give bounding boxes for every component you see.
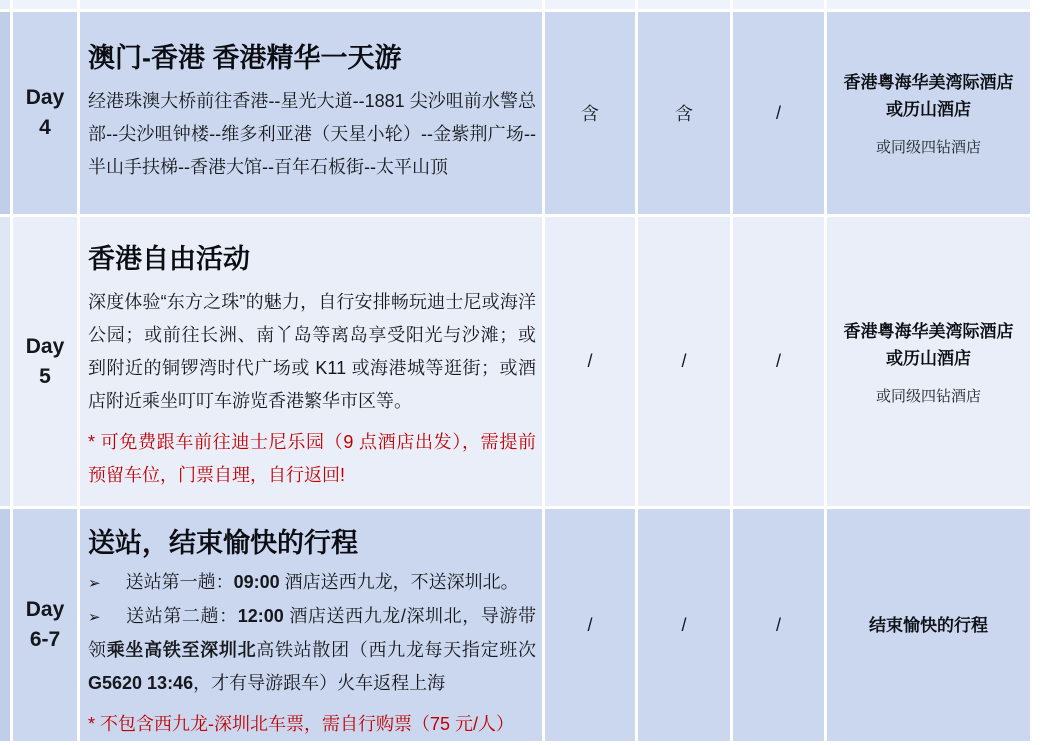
meal-column-cell — [733, 0, 824, 9]
day-word: Day — [25, 598, 65, 621]
previous-row-edge — [0, 0, 1040, 9]
description-paragraph — [88, 566, 536, 600]
day-6-7-row — [0, 509, 1040, 741]
bold-text-run: G5620 13:46 — [88, 673, 194, 693]
hotel-cell — [827, 217, 1030, 506]
lunch-cell: / — [638, 509, 730, 741]
hotel-name: 或历山酒店 — [886, 100, 971, 119]
red-note — [88, 708, 536, 741]
text-run: * 可免费跟车前往迪士尼乐园（9 点酒店出发），需提前预留车位，门票自理，自行返回! — [88, 432, 536, 485]
text-run: 深度体验“东方之珠”的魅力，自行安排畅玩迪士尼或海洋公园；或前往长洲、南丫岛等离岛享受阳光与沙滩；或到附近的铜锣湾时代广场或 K11 或海港城等逛街；或酒店附近乘坐叮叮车游览香港繁华市区等。 — [88, 292, 536, 411]
hotel-note: 或同级四钻酒店 — [875, 387, 981, 405]
text-run: * 不包含西九龙-深圳北车票，需自行购票（75 元/人） — [88, 714, 515, 734]
day-4-row — [0, 12, 1040, 214]
day-word: Day — [25, 86, 65, 109]
day-number: 6-7 — [29, 628, 61, 651]
text-run: 酒店送西九龙，不送深圳北。 — [279, 572, 519, 592]
itinerary-title: 澳门-香港 香港精华一天游 — [88, 43, 402, 73]
text-run: 经港珠澳大桥前往香港--星光大道--1881 尖沙咀前水警总部--尖沙咀钟楼--维多利亚港（天星小轮）--金紫荆广场--半山手扶梯--香港大馆--百年石板街--太平山顶 — [88, 91, 536, 177]
day-number: 4 — [39, 116, 51, 139]
hotel-cell — [827, 509, 1030, 741]
arrow-bullet-icon: ➢ — [88, 609, 101, 626]
bold-text-run: 乘坐高铁至深圳北 — [106, 640, 257, 660]
left-edge-cell — [0, 217, 10, 506]
lunch-cell: / — [638, 217, 730, 506]
day-column-cell — [13, 0, 77, 9]
left-edge-cell — [0, 0, 10, 9]
description-paragraph — [88, 85, 536, 184]
text-run: ，才有导游跟车）火车返程上海 — [193, 673, 446, 693]
dinner-cell: / — [733, 12, 824, 214]
meal-column-cell — [545, 0, 635, 9]
day-label — [13, 217, 77, 506]
text-run: 高铁站散团（西九龙每天指定班次 — [256, 640, 537, 660]
text-run: 送站第二趟： — [125, 606, 238, 626]
hotel-name: 结束愉快的行程 — [869, 615, 988, 635]
description-paragraph — [88, 600, 536, 700]
left-edge-cell — [0, 509, 10, 741]
hotel-cell — [827, 12, 1030, 214]
meal-column-cell — [638, 0, 730, 9]
description-paragraph — [88, 286, 536, 418]
day-label — [13, 509, 77, 741]
day-5-row — [0, 217, 1040, 506]
itinerary-paragraphs — [88, 566, 536, 741]
left-edge-cell — [0, 12, 10, 214]
hotel-name: 香港粤海华美湾际酒店 — [843, 321, 1014, 341]
day-number: 5 — [39, 364, 51, 388]
hotel-name: 香港粤海华美湾际酒店 — [843, 73, 1014, 92]
hotel-name: 或历山酒店 — [886, 348, 971, 368]
breakfast-cell: / — [545, 509, 635, 741]
day-word: Day — [25, 334, 65, 358]
itinerary-description-cell — [80, 509, 542, 741]
itinerary-description-cell — [80, 217, 542, 506]
bold-text-run: 12:00 — [237, 606, 284, 626]
hotel-note: 或同级四钻酒店 — [875, 139, 981, 156]
itinerary-paragraphs — [88, 85, 536, 184]
text-run: 送站第一趟： — [125, 572, 234, 592]
description-column-cell — [80, 0, 542, 9]
dinner-cell: / — [733, 217, 824, 506]
itinerary-title: 送站，结束愉快的行程 — [88, 528, 358, 558]
bold-text-run: 09:00 — [233, 572, 280, 592]
hotel-column-cell — [827, 0, 1030, 9]
arrow-bullet-icon: ➢ — [88, 575, 101, 592]
red-note — [88, 426, 536, 492]
itinerary-title: 香港自由活动 — [88, 244, 250, 274]
breakfast-cell: 含 — [545, 12, 635, 214]
dinner-cell: / — [733, 509, 824, 741]
itinerary-paragraphs — [88, 286, 536, 492]
breakfast-cell: / — [545, 217, 635, 506]
lunch-cell: 含 — [638, 12, 730, 214]
text-run: 酒店送西九龙/深圳北，导游带领 — [88, 606, 536, 660]
day-label — [13, 12, 77, 214]
itinerary-description-cell — [80, 12, 542, 214]
